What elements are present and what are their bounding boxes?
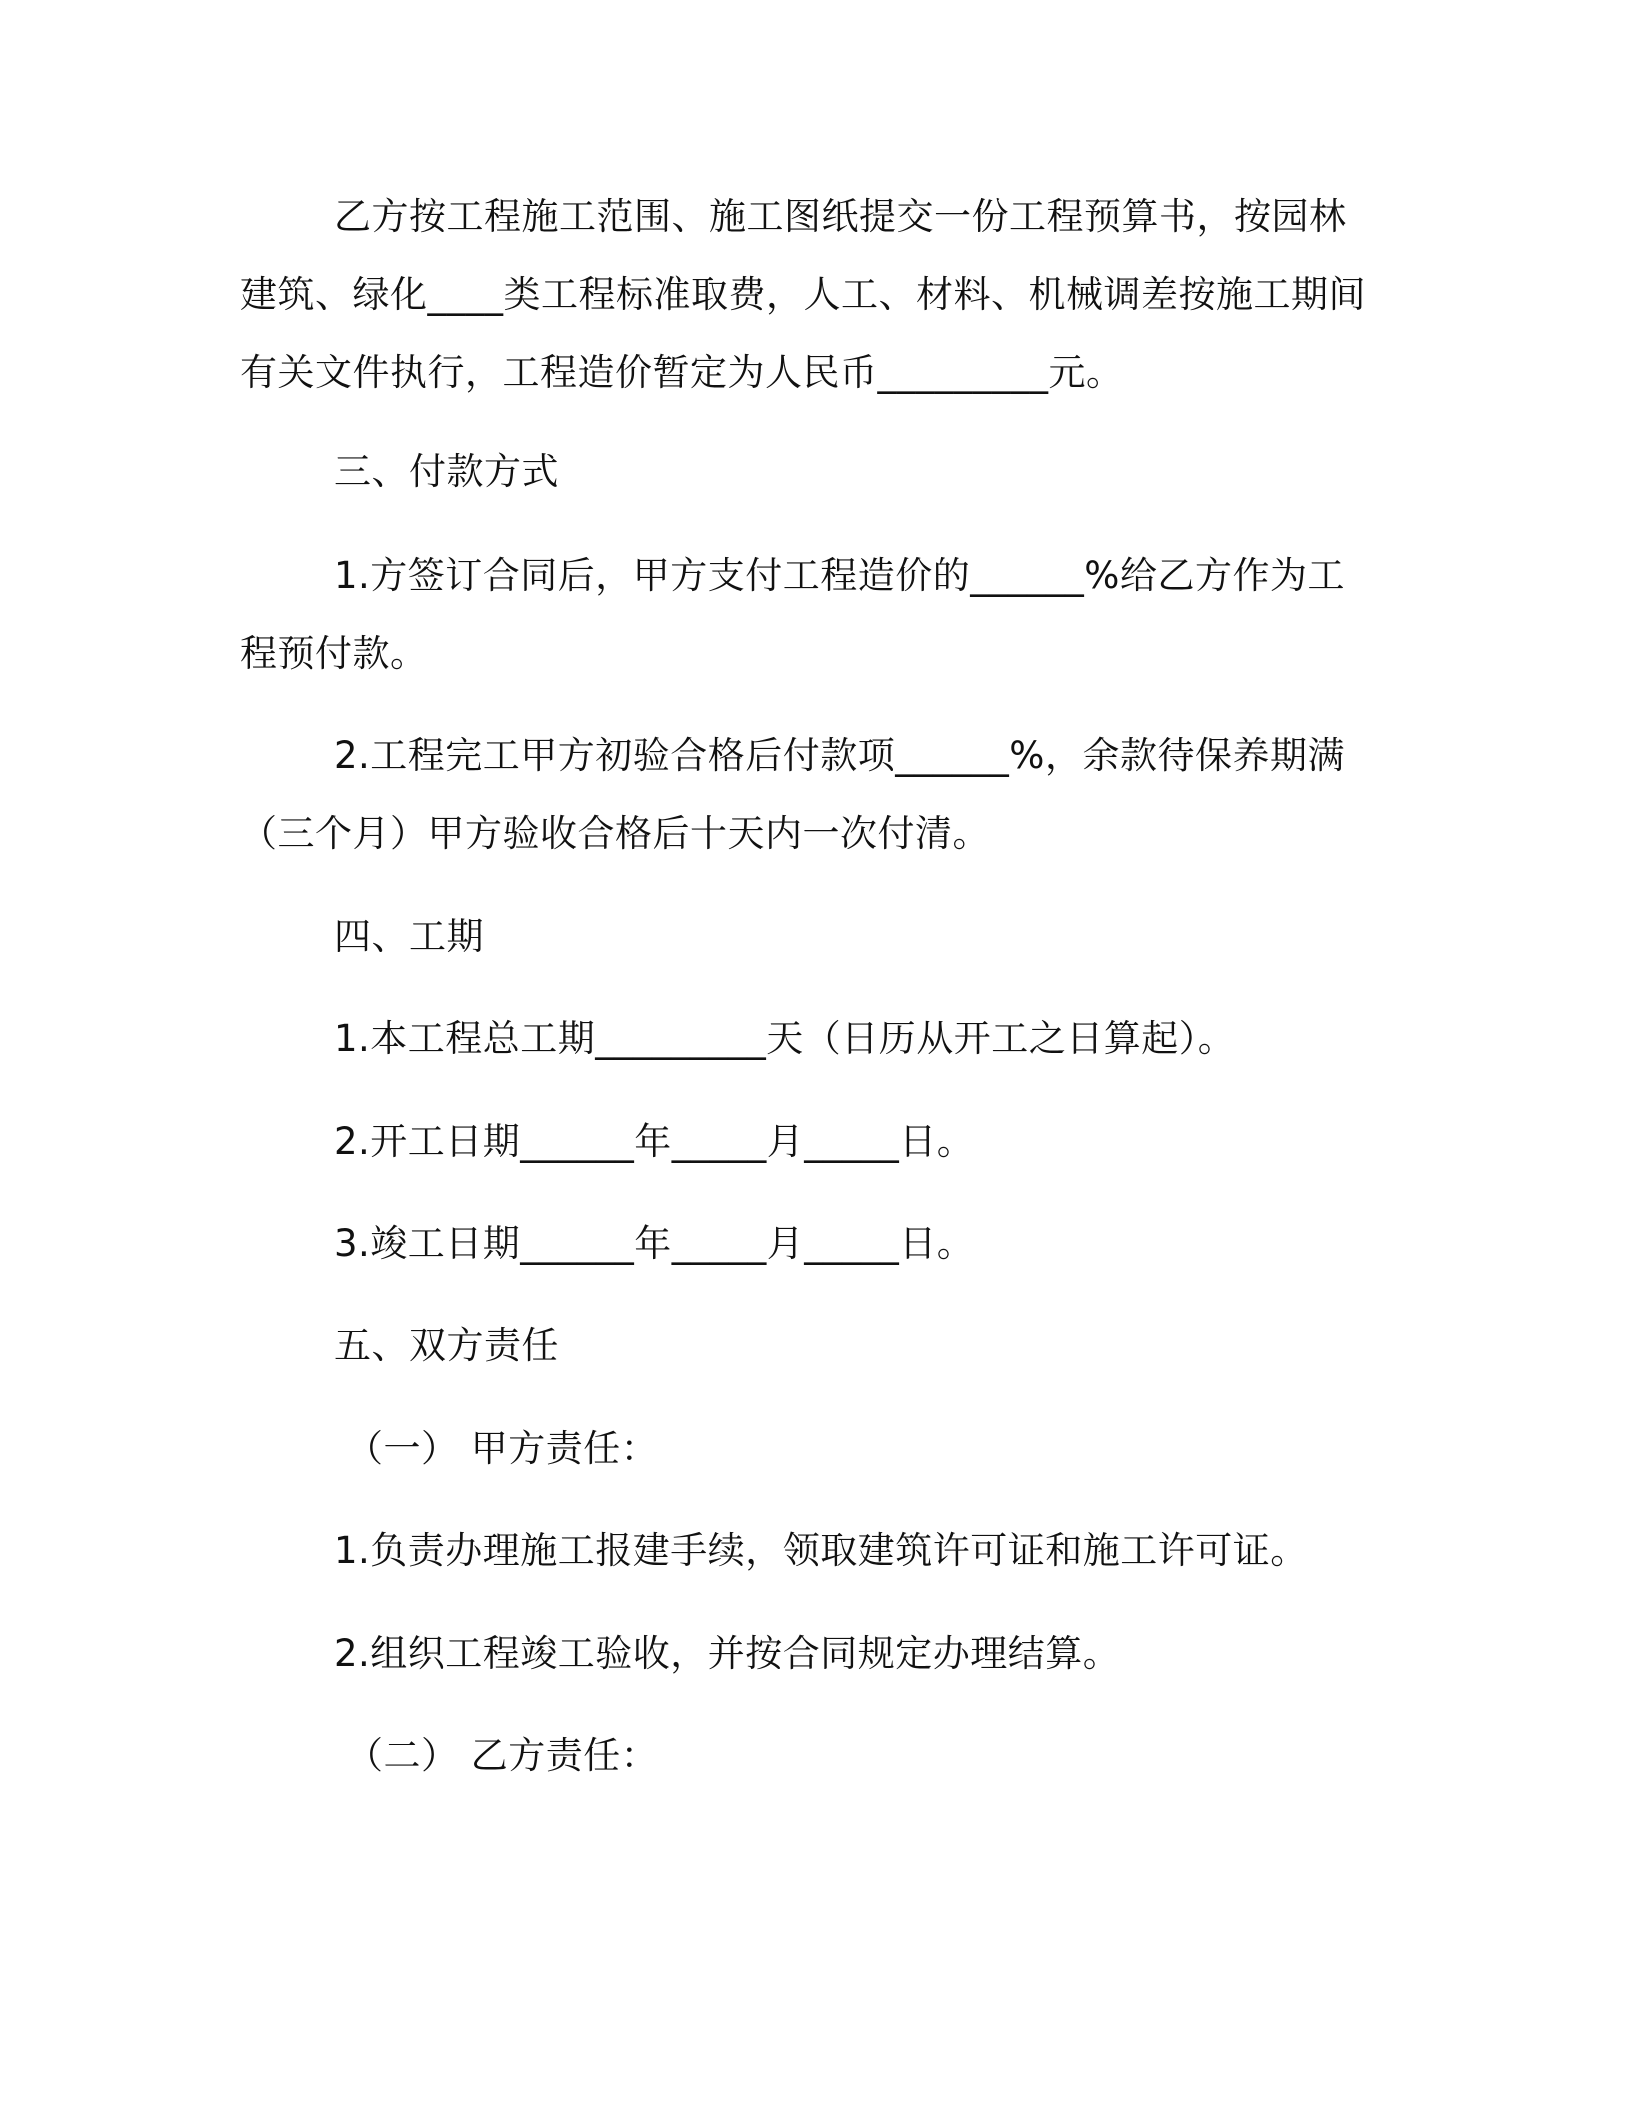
section-5-heading: 五、双方责任 — [334, 1324, 559, 1367]
budget-paragraph: 乙方按工程施工范围、施工图纸提交一份工程预算书，按园林建筑、绿化____类工程标准取费，人工、材料、机械调差按施工期间有关文件执行，工程造价暂定为人民币_________元。 — [240, 195, 1366, 394]
party-a-item-1: 1.负责办理施工报建手续，领取建筑许可证和施工许可证。 — [334, 1529, 1308, 1572]
party-a-heading: （一） 甲方责任： — [346, 1427, 659, 1470]
period-clause-2: 2.开工日期______年_____月_____日。 — [334, 1120, 975, 1163]
payment-clause-2: 2.工程完工甲方初验合格后付款项______%，余款待保养期满（三个月）甲方验收合格后十天内一次付清。 — [240, 734, 1345, 855]
section-3-heading: 三、付款方式 — [334, 450, 559, 493]
party-b-heading: （二） 乙方责任： — [346, 1734, 659, 1777]
period-clause-1: 1.本工程总工期_________天（日历从开工之日算起）。 — [334, 1017, 1236, 1060]
period-clause-3: 3.竣工日期______年_____月_____日。 — [334, 1222, 975, 1265]
payment-clause-1: 1.方签订合同后，甲方支付工程造价的______%给乙方作为工程预付款。 — [240, 554, 1345, 675]
section-4-heading: 四、工期 — [334, 915, 484, 958]
party-a-item-2: 2.组织工程竣工验收，并按合同规定办理结算。 — [334, 1632, 1121, 1675]
